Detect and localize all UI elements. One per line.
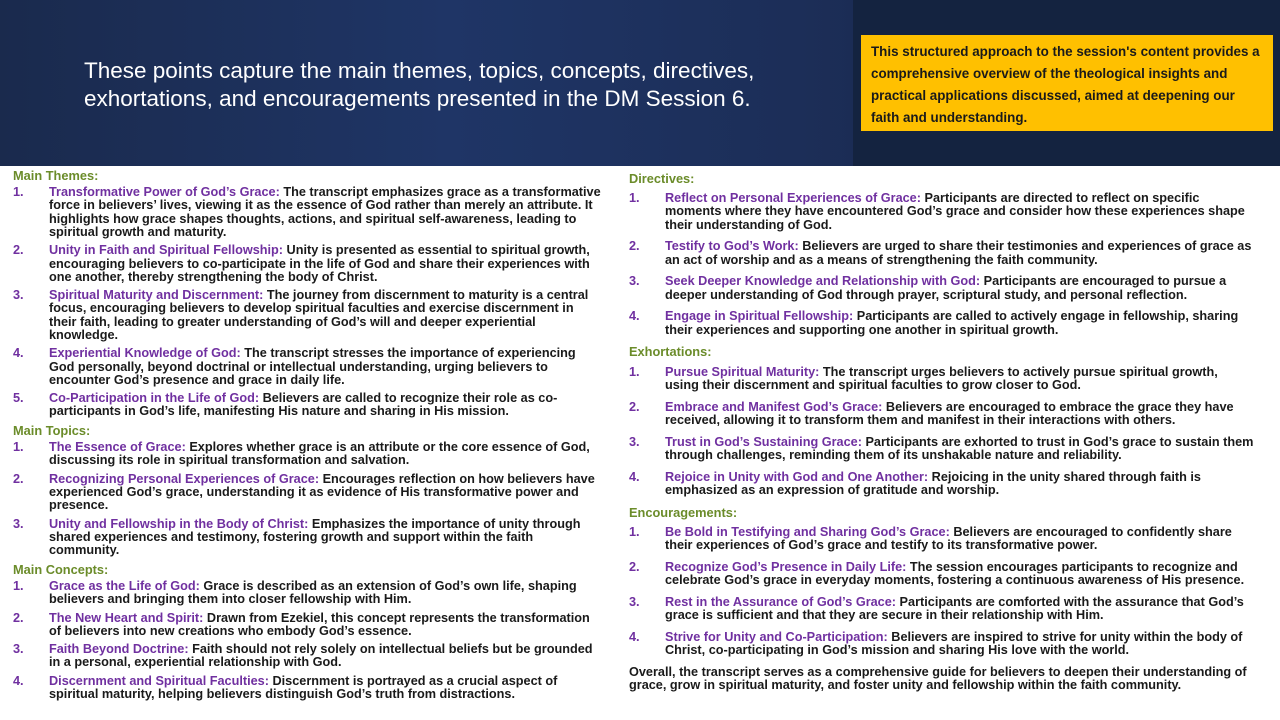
summary-callout: This structured approach to the session's content provides a comprehensive overview of the theological insights and practical applications discussed, aimed at deepening our faith and understanding. xyxy=(861,35,1273,131)
section-heading-directives: Directives: xyxy=(629,171,695,186)
item-title: Grace as the Life of God: xyxy=(49,578,200,593)
list-item xyxy=(629,436,1254,462)
item-body xyxy=(49,392,603,418)
item-text: The transcript stresses the importance of experiencing God personally, beyond doctrinal or intellectual understanding, urging believers to encounter God’s presence and grace in daily life. xyxy=(49,346,576,387)
item-text: Participants are directed to reflect on specific moments where they have encountered God’s grace and consider how these experiences shape their understanding of God. xyxy=(665,191,1245,232)
list-item xyxy=(629,631,1254,657)
item-text: Drawn from Ezekiel, this concept represents the transformation of believers into new creations who embody God’s essence. xyxy=(49,610,590,638)
item-body xyxy=(665,561,1254,587)
list-item xyxy=(13,612,603,638)
item-title: Experiential Knowledge of God: xyxy=(49,346,241,361)
section-heading-exhortations: Exhortations: xyxy=(629,344,712,360)
item-body xyxy=(665,526,1254,552)
right-column xyxy=(629,167,1254,692)
item-body xyxy=(49,518,603,558)
item-title: The New Heart and Spirit: xyxy=(49,610,204,625)
item-text: Participants are called to actively engage in fellowship, sharing their experiences and supporting one another in spiritual growth. xyxy=(665,309,1239,337)
list-item xyxy=(629,275,1254,301)
item-body xyxy=(665,275,1254,301)
item-text: Participants are encouraged to pursue a deeper understanding of God through prayer, scriptural study, and personal reflection. xyxy=(665,274,1227,302)
item-number: 4. xyxy=(629,309,640,324)
item-title: Pursue Spiritual Maturity: xyxy=(665,364,820,379)
item-text: The transcript urges believers to actively pursue spiritual growth, using their discernment and spiritual faculties to grow closer to God. xyxy=(665,364,1218,392)
list-item xyxy=(629,561,1254,587)
concepts-list xyxy=(13,580,603,702)
item-body xyxy=(665,436,1254,462)
item-number: 3. xyxy=(629,434,640,449)
item-title: Embrace and Manifest God’s Grace: xyxy=(665,399,883,414)
section-heading-concepts: Main Concepts: xyxy=(13,561,109,577)
item-number: 2. xyxy=(13,243,24,258)
item-text: Emphasizes the importance of unity through shared experiences and testimony, fostering growth and support within the faith community. xyxy=(49,516,581,558)
item-text: Believers are encouraged to embrace the grace they have received, allowing it to transform them and manifest in their interactions with others. xyxy=(665,399,1234,427)
list-item xyxy=(13,347,603,387)
item-body xyxy=(665,310,1254,336)
item-number: 1. xyxy=(629,191,640,206)
list-item xyxy=(629,240,1254,266)
left-column xyxy=(13,167,603,707)
item-title: Faith Beyond Doctrine: xyxy=(49,642,189,657)
item-number: 1. xyxy=(13,578,24,593)
item-number: 1. xyxy=(13,440,24,455)
item-body xyxy=(49,612,603,638)
item-body xyxy=(49,675,603,701)
item-text: Rejoicing in the unity shared through faith is emphasized as an expression of gratitude and worship. xyxy=(665,469,1201,497)
list-item xyxy=(629,310,1254,336)
item-title: Be Bold in Testifying and Sharing God’s Grace: xyxy=(665,524,950,539)
item-text: Grace is described as an extension of God’s own life, shaping believers and bringing them into closer fellowship with Him. xyxy=(49,578,577,607)
item-title: Spiritual Maturity and Discernment: xyxy=(49,288,264,303)
item-number: 1. xyxy=(13,185,24,200)
item-title: Recognize God’s Presence in Daily Life: xyxy=(665,559,907,574)
item-text: Unity is presented as essential to spiritual growth, encouraging believers to co-participate in the life of God and share their experiences with one another, thereby strengthening the body of Christ. xyxy=(49,243,590,284)
list-item xyxy=(13,580,603,606)
item-number: 4. xyxy=(629,629,640,644)
item-number: 2. xyxy=(629,399,640,414)
item-number: 2. xyxy=(629,239,640,254)
item-body xyxy=(49,186,603,239)
item-text: Believers are called to recognize their role as co-participants in God’s life, manifesting His nature and sharing in His mission. xyxy=(49,391,558,419)
item-body xyxy=(665,192,1254,232)
item-body xyxy=(665,366,1254,392)
item-title: Seek Deeper Knowledge and Relationship with God: xyxy=(665,274,981,289)
encouragements-list xyxy=(629,526,1254,657)
item-number: 3. xyxy=(629,594,640,609)
item-body xyxy=(665,631,1254,657)
list-item xyxy=(13,244,603,284)
item-title: Discernment and Spiritual Faculties: xyxy=(49,673,269,688)
item-body xyxy=(49,347,603,387)
item-text: Believers are encouraged to confidently share their experiences of God’s grace and testify to its transformative power. xyxy=(665,524,1232,553)
item-text: Participants are exhorted to trust in God’s grace to sustain them through challenges, reminding them of its unshakable nature and reliability. xyxy=(665,434,1254,462)
list-item xyxy=(13,392,603,418)
item-body xyxy=(49,643,603,669)
item-number: 2. xyxy=(629,559,640,574)
item-number: 5. xyxy=(13,391,24,406)
item-text: Believers are inspired to strive for unity within the body of Christ, co-participating in God’s mission and sharing His love with the world. xyxy=(665,629,1243,658)
item-body xyxy=(49,441,603,467)
section-heading-topics: Main Topics: xyxy=(13,422,91,438)
item-title: Engage in Spiritual Fellowship: xyxy=(665,309,854,324)
list-item xyxy=(13,441,603,467)
item-text: Faith should not rely solely on intellectual beliefs but be grounded in a personal, experiential relationship with God. xyxy=(49,642,593,670)
item-number: 1. xyxy=(629,364,640,379)
item-title: Strive for Unity and Co-Participation: xyxy=(665,629,888,644)
item-number: 1. xyxy=(629,524,640,539)
list-item xyxy=(13,473,603,513)
item-number: 3. xyxy=(629,274,640,289)
item-title: Reflect on Personal Experiences of Grace: xyxy=(665,191,921,206)
item-title: Trust in God’s Sustaining Grace: xyxy=(665,434,862,449)
item-body xyxy=(665,240,1254,266)
item-title: Unity in Faith and Spiritual Fellowship: xyxy=(49,243,284,258)
item-title: Unity and Fellowship in the Body of Christ: xyxy=(49,516,309,531)
item-text: Participants are comforted with the assurance that God’s grace is sufficient and that they are secure in their relationship with Him. xyxy=(665,594,1244,623)
item-number: 2. xyxy=(13,610,24,625)
item-number: 2. xyxy=(13,471,24,486)
item-number: 3. xyxy=(13,642,24,657)
item-title: The Essence of Grace: xyxy=(49,440,186,455)
themes-list xyxy=(13,186,603,418)
item-body xyxy=(49,244,603,284)
item-body xyxy=(665,401,1254,427)
list-item xyxy=(629,401,1254,427)
list-item xyxy=(13,518,603,558)
item-title: Co-Participation in the Life of God: xyxy=(49,391,260,406)
directives-list xyxy=(629,192,1254,337)
list-item xyxy=(629,192,1254,232)
item-number: 4. xyxy=(13,673,24,688)
item-title: Recognizing Personal Experiences of Grace: xyxy=(49,471,320,486)
item-number: 4. xyxy=(13,346,24,361)
item-text: Discernment is portrayed as a crucial aspect of spiritual maturity, helping believers distinguish God’s truth from distractions. xyxy=(49,673,558,702)
item-text: Encourages reflection on how believers have experienced God’s grace, understanding it as evidence of His transformative power and presence. xyxy=(49,471,595,513)
item-title: Rest in the Assurance of God’s Grace: xyxy=(665,594,897,609)
item-title: Testify to God’s Work: xyxy=(665,239,799,254)
item-body xyxy=(665,596,1254,622)
section-heading-encouragements: Encouragements: xyxy=(629,504,738,520)
list-item xyxy=(629,526,1254,552)
item-text: The transcript emphasizes grace as a transformative force in believers’ lives, viewing it as the essence of God rather than merely an attribute. It highlights how grace shapes thoughts, actions, and spiritual self-awareness, leading to spiritual growth and maturity. xyxy=(49,185,601,239)
list-item xyxy=(13,186,603,239)
item-text: Explores whether grace is an attribute or the core essence of God, discussing its role in spiritual transformation and salvation. xyxy=(49,440,590,468)
list-item xyxy=(13,643,603,669)
item-text: The session encourages participants to recognize and celebrate God’s grace in everyday moments, fostering a continuous awareness of His presence. xyxy=(665,559,1245,588)
list-item xyxy=(629,471,1254,497)
list-item xyxy=(13,675,603,701)
item-number: 3. xyxy=(13,516,24,531)
section-heading-themes: Main Themes: xyxy=(13,168,99,183)
item-body xyxy=(665,471,1254,497)
list-item xyxy=(629,596,1254,622)
item-text: The journey from discernment to maturity is a central focus, encouraging believers to develop spiritual faculties and exercise discernment in their faith, leading to greater understanding of God’s will and deeper experiential knowledge. xyxy=(49,288,589,342)
closing-paragraph: Overall, the transcript serves as a comprehensive guide for believers to deepen their understanding of grace, grow in spiritual maturity, and foster unity and fellowship within the faith community. xyxy=(629,664,1247,693)
item-title: Transformative Power of God’s Grace: xyxy=(49,185,280,200)
list-item xyxy=(13,289,603,342)
item-body xyxy=(49,473,603,513)
exhortations-list xyxy=(629,366,1254,497)
topics-list xyxy=(13,441,603,557)
item-number: 3. xyxy=(13,288,24,303)
slide-title: These points capture the main themes, topics, concepts, directives, exhortations, and encouragements presented in the DM Session 6. xyxy=(84,58,755,111)
item-body xyxy=(49,580,603,606)
item-body xyxy=(49,289,603,342)
item-text: Believers are urged to share their testimonies and experiences of grace as an act of worship and as a means of strengthening the faith community. xyxy=(665,239,1252,267)
item-number: 4. xyxy=(629,469,640,484)
item-title: Rejoice in Unity with God and One Another: xyxy=(665,469,929,484)
list-item xyxy=(629,366,1254,392)
